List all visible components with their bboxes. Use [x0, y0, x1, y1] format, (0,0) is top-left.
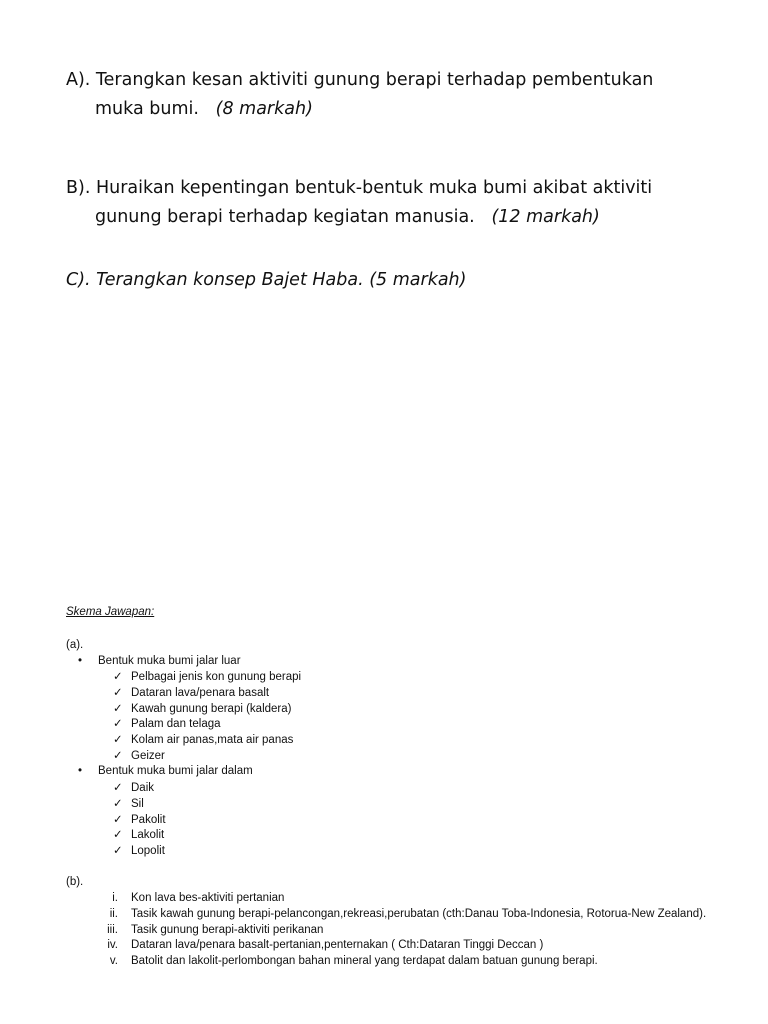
list-item: iv. Dataran lava/penara basalt-pertanian,penternakan ( Cth:Dataran Tinggi Deccan ): [96, 938, 716, 954]
group-1-title: Bentuk muka bumi jalar luar: [98, 655, 241, 667]
roman-list: [96, 891, 716, 970]
checkmark-icon: ✓: [113, 686, 123, 699]
checkmark-icon: ✓: [113, 718, 123, 731]
scheme-section-b-label: (b).: [66, 876, 84, 888]
checkmark-icon: ✓: [113, 845, 123, 858]
list-item: ✓ Sil: [113, 797, 166, 813]
roman-numeral: i.: [112, 892, 118, 904]
list-item: i. Kon lava bes-aktiviti pertanian: [96, 891, 716, 907]
list-item: ✓ Pakolit: [113, 813, 166, 829]
list-item: v. Batolit dan lakolit-perlombongan bahan mineral yang terdapat dalam batuan gunung berapi.: [96, 954, 716, 970]
checkmark-icon: ✓: [113, 797, 123, 810]
checkmark-icon: ✓: [113, 782, 123, 794]
scheme-heading: Skema Jawapan:: [66, 606, 155, 618]
group-2-title: Bentuk muka bumi jalar dalam: [98, 765, 253, 777]
roman-numeral: v.: [109, 955, 118, 968]
list-item: ✓ Dataran lava/penara basalt: [113, 686, 301, 702]
question-b: [66, 174, 706, 232]
checklist-group-1: [113, 670, 301, 765]
list-item: ✓ Palam dan telaga: [113, 717, 301, 733]
roman-numeral: iv.: [107, 939, 118, 952]
bullet-group-2: [78, 765, 253, 777]
list-item: ✓ Kawah gunung berapi (kaldera): [113, 702, 301, 718]
question-a-line2: muka bumi.: [95, 99, 199, 119]
checkmark-icon: ✓: [113, 671, 123, 683]
bullet-icon: •: [78, 765, 83, 777]
bullet-group-1: [78, 655, 241, 667]
list-item: ✓ Lakolit: [113, 828, 166, 844]
list-item: ✓ Kolam air panas,mata air panas: [113, 733, 301, 749]
question-a-marks: (8 markah): [215, 99, 313, 119]
question-a-line1: A). Terangkan kesan aktiviti gunung berapi terhadap pembentukan: [66, 70, 654, 90]
question-a: [66, 66, 706, 124]
question-c: C). Terangkan konsep Bajet Haba. (5 markah): [66, 270, 467, 290]
list-item: ✓ Lopolit: [113, 844, 166, 860]
checkmark-icon: ✓: [113, 813, 123, 826]
question-b-line1: B). Huraikan kepentingan bentuk-bentuk muka bumi akibat aktiviti: [66, 178, 653, 198]
list-item: ii. Tasik kawah gunung berapi-pelancongan,rekreasi,perubatan (cth:Danau Toba-Indonesia, Rotorua-New Zealand).: [96, 907, 716, 923]
checklist-group-2: [113, 781, 166, 860]
checkmark-icon: ✓: [113, 749, 123, 762]
checkmark-icon: ✓: [113, 702, 123, 715]
scheme-section-a-label: (a).: [66, 639, 84, 651]
list-item: iii. Tasik gunung berapi-aktiviti perikanan: [96, 923, 716, 939]
question-b-marks: (12 markah): [491, 207, 600, 227]
roman-numeral: ii.: [109, 907, 118, 920]
checkmark-icon: ✓: [113, 829, 123, 842]
list-item: ✓ Daik: [113, 781, 166, 797]
checkmark-icon: ✓: [113, 734, 123, 747]
question-b-line2: gunung berapi terhadap kegiatan manusia.: [95, 207, 475, 227]
list-item: ✓ Geizer: [113, 749, 301, 765]
roman-numeral: iii.: [107, 923, 118, 936]
list-item: ✓ Pelbagai jenis kon gunung berapi: [113, 670, 301, 686]
bullet-icon: •: [78, 655, 83, 667]
